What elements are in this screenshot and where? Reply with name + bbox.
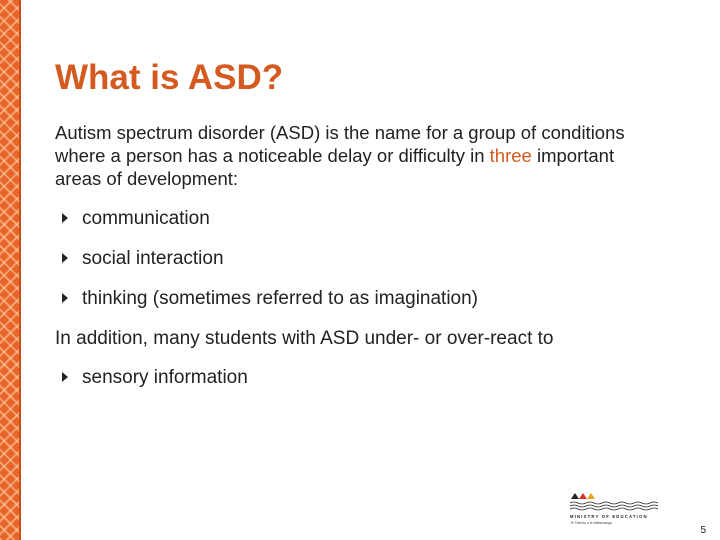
intro-highlight: three [489, 145, 532, 166]
intro-text-part2: important areas of development: [55, 145, 615, 189]
bullet-arrow-icon [62, 372, 68, 382]
bullet-label: social interaction [82, 248, 224, 269]
bullet-arrow-icon [62, 213, 68, 223]
bullet-item [62, 208, 210, 230]
bullet-item [62, 367, 248, 389]
bullet-label: thinking (sometimes referred to as imagination) [82, 288, 479, 309]
addition-paragraph: In addition, many students with ASD under- or over-react to [55, 328, 554, 349]
intro-text-part1: Autism spectrum disorder (ASD) is the name for a group of conditions where a person has a noticeable delay or difficulty in [55, 122, 625, 166]
bullet-label: communication [82, 208, 210, 229]
page-number: 5 [700, 525, 706, 536]
bullet-item [62, 288, 478, 310]
bullet-item [62, 248, 224, 270]
bullet-label: sensory information [82, 367, 248, 388]
bullet-arrow-icon [62, 253, 68, 263]
bullet-arrow-icon [62, 293, 68, 303]
slide-title: What is ASD? [55, 58, 284, 97]
logo-subtext: Te Tāhuhu o te Mātauranga [570, 521, 612, 525]
decorative-border [0, 0, 21, 540]
intro-paragraph [55, 121, 635, 190]
logo-text: MINISTRY OF EDUCATION [570, 514, 648, 519]
ministry-of-education-logo [566, 490, 666, 530]
